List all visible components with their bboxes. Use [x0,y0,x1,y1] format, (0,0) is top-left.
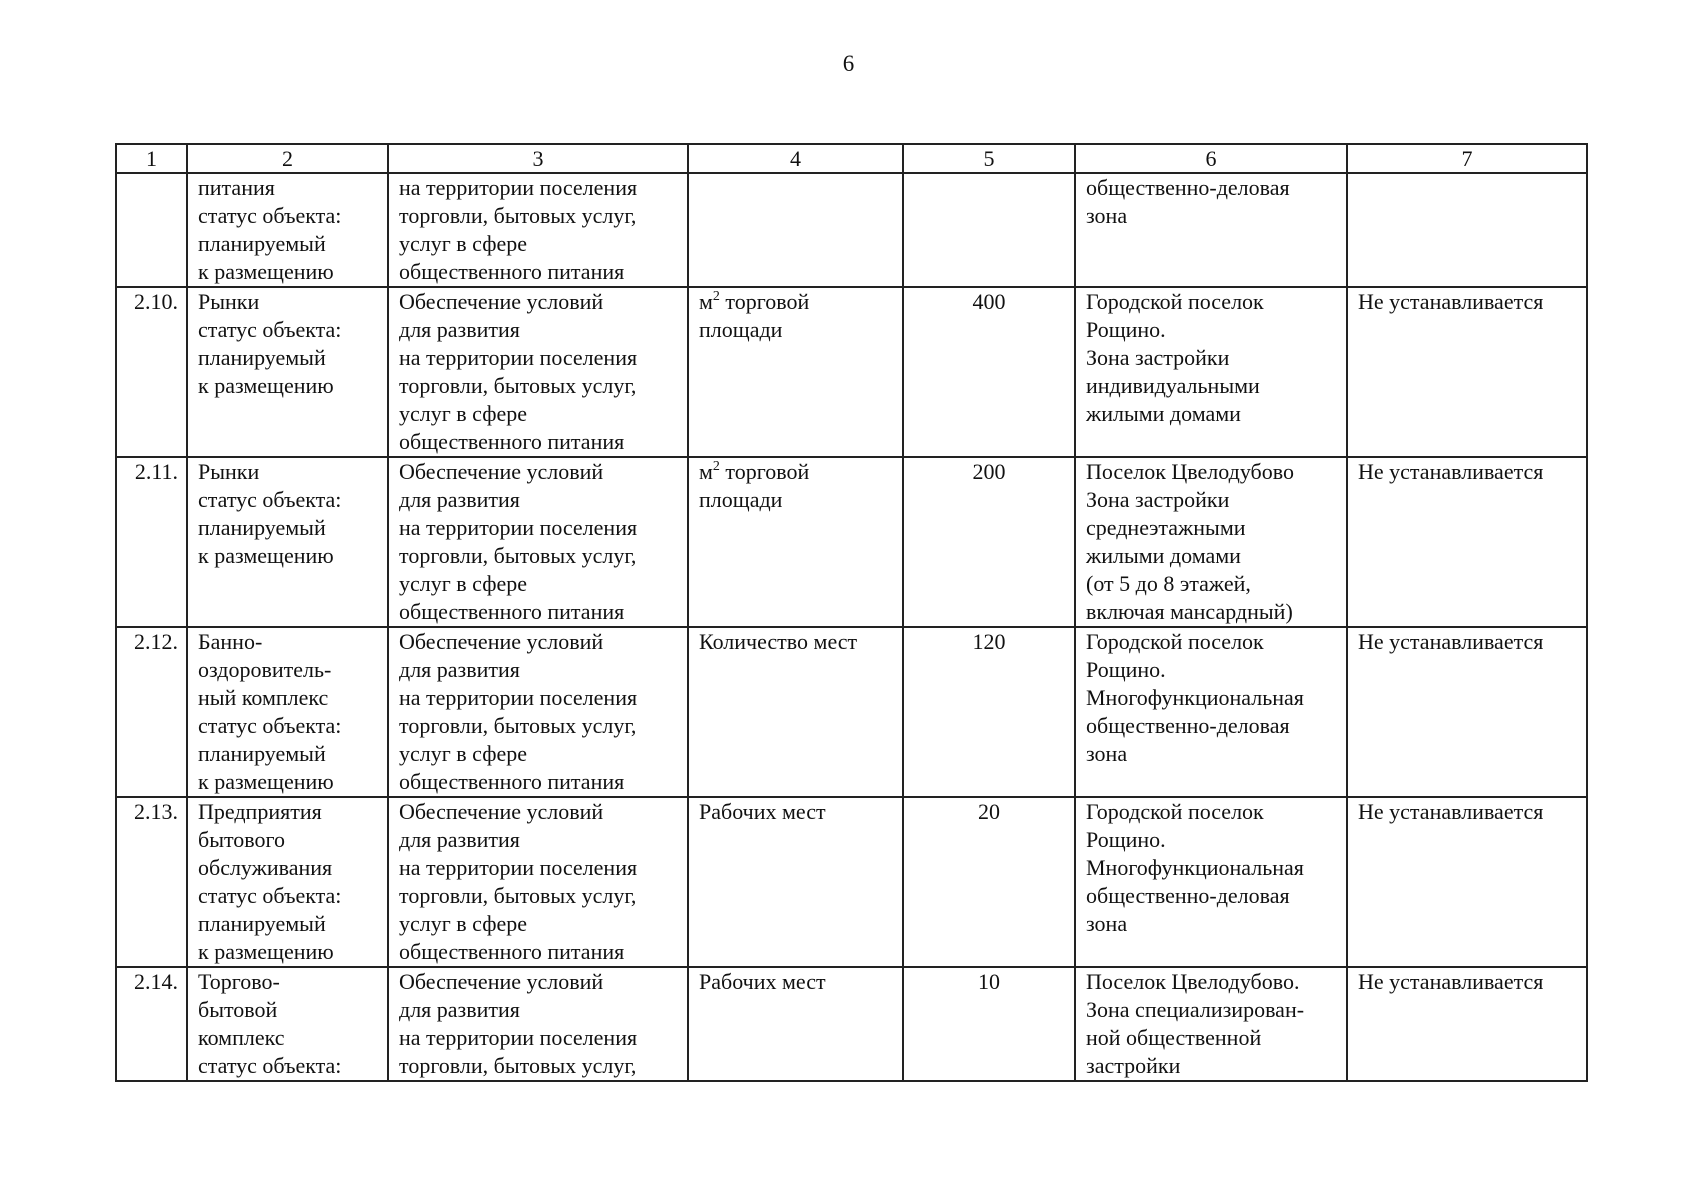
cell-line: общественного питания [399,939,625,964]
cell-line: для развития [399,317,520,342]
cell-line: Торгово- [198,969,280,994]
cell-line: статус объекта: [198,883,342,908]
cell-line: общественно-деловая [1086,713,1290,738]
unit-cell [688,287,903,457]
row-number-cell [116,173,187,287]
cell-line: Рощино. [1086,827,1166,852]
cell-line: Обеспечение условий [399,969,604,994]
cell-line: общественного питания [399,769,625,794]
cell-line: бытового [198,827,286,852]
cell-line: статус объекта: [198,487,342,512]
cell-line: планируемый [198,345,326,370]
cell-line: на территории поселения [399,515,638,540]
cell-line [699,288,894,316]
object-name-cell [187,287,388,457]
cell-line: Рощино. [1086,317,1166,342]
cell-line: Обеспечение условий [399,459,604,484]
row-number-cell: 2.13. [116,797,187,967]
cell-line: застройки [1086,1053,1181,1078]
cell-line: общественно-деловая [1086,175,1290,200]
object-purpose-cell [388,173,688,287]
zone-cell: Не устанавливается [1347,457,1587,627]
cell-line: общественного питания [399,259,625,284]
cell-line: площади [699,317,783,342]
cell-line: на территории поселения [399,855,638,880]
location-cell [1075,967,1347,1081]
cell-line: Рынки [198,289,260,314]
cell-line: ный комплекс [198,685,329,710]
table-row [116,173,1587,287]
object-purpose-cell [388,967,688,1081]
cell-line: услуг в сфере [399,231,527,256]
cell-line: для развития [399,997,520,1022]
unit-prefix: м [699,289,713,314]
object-purpose-cell [388,287,688,457]
cell-line: планируемый [198,231,326,256]
cell-line: обслуживания [198,855,333,880]
object-name-cell [187,797,388,967]
cell-line: к размещению [198,543,334,568]
cell-line: на территории поселения [399,685,638,710]
location-cell [1075,457,1347,627]
cell-line: Рынки [198,459,260,484]
cell-line: статус объекта: [198,713,342,738]
cell-line: услуг в сфере [399,401,527,426]
cell-line: общественного питания [399,429,625,454]
cell-line: планируемый [198,515,326,540]
cell-line: зона [1086,741,1128,766]
header-cell: 4 [688,144,903,173]
object-purpose-cell [388,457,688,627]
objects-table [115,143,1588,1082]
cell-line: услуг в сфере [399,571,527,596]
cell-line: включая мансардный) [1086,599,1293,624]
cell-line: ной общественной [1086,1025,1262,1050]
cell-line: питания [198,175,275,200]
cell-line: бытовой [198,997,278,1022]
cell-line: Зона застройки [1086,487,1230,512]
cell-line: на территории поселения [399,345,638,370]
table-row [116,457,1587,627]
cell-line: статус объекта: [198,203,342,228]
cell-line [699,458,894,486]
zone-cell: Не устанавливается [1347,797,1587,967]
table-row [116,967,1587,1081]
location-cell [1075,627,1347,797]
location-cell [1075,287,1347,457]
zone-cell: Не устанавливается [1347,287,1587,457]
cell-line: для развития [399,487,520,512]
unit-cell [688,627,903,797]
cell-line: Рощино. [1086,657,1166,682]
cell-line: общественно-деловая [1086,883,1290,908]
object-purpose-cell [388,627,688,797]
table-header-row [116,144,1587,173]
object-name-cell [187,457,388,627]
cell-line: торговли, бытовых услуг, [399,713,637,738]
value-cell: 20 [903,797,1075,967]
cell-line: жилыми домами [1086,543,1241,568]
value-cell: 200 [903,457,1075,627]
cell-line: к размещению [198,373,334,398]
cell-line: торговли, бытовых услуг, [399,543,637,568]
object-name-cell [187,627,388,797]
table-row [116,797,1587,967]
row-number-cell: 2.10. [116,287,187,457]
header-cell: 2 [187,144,388,173]
row-number-cell: 2.11. [116,457,187,627]
cell-line: Обеспечение условий [399,629,604,654]
table-row [116,287,1587,457]
value-cell: 400 [903,287,1075,457]
zone-cell [1347,173,1587,287]
unit-superscript: 2 [712,458,720,474]
value-cell: 120 [903,627,1075,797]
header-cell: 5 [903,144,1075,173]
cell-line: Обеспечение условий [399,799,604,824]
cell-line: индивидуальными [1086,373,1260,398]
unit-cell [688,457,903,627]
unit-cell [688,797,903,967]
cell-line: услуг в сфере [399,911,527,936]
cell-line: Городской поселок [1086,799,1264,824]
cell-line: жилыми домами [1086,401,1241,426]
cell-line: на территории поселения [399,1025,638,1050]
cell-line: Обеспечение условий [399,289,604,314]
cell-line: к размещению [198,259,334,284]
header-cell: 3 [388,144,688,173]
object-name-cell [187,967,388,1081]
zone-cell: Не устанавливается [1347,967,1587,1081]
unit-text: торговой [719,289,810,314]
page-number: 6 [842,51,855,76]
cell-line: Рабочих мест [699,799,826,824]
cell-line: Зона застройки [1086,345,1230,370]
cell-line: для развития [399,827,520,852]
row-number-cell: 2.14. [116,967,187,1081]
location-cell [1075,797,1347,967]
cell-line: на территории поселения [399,175,638,200]
unit-superscript: 2 [712,288,720,304]
cell-line: торговли, бытовых услуг, [399,373,637,398]
cell-line: Многофункциональная [1086,685,1304,710]
unit-cell [688,967,903,1081]
cell-line: (от 5 до 8 этажей, [1086,571,1251,596]
cell-line: общественного питания [399,599,625,624]
value-cell: 10 [903,967,1075,1081]
cell-line: Поселок Цвелодубово. [1086,969,1300,994]
cell-line: Рабочих мест [699,969,826,994]
table-row [116,627,1587,797]
cell-line: для развития [399,657,520,682]
cell-line: Банно- [198,629,263,654]
cell-line: Многофункциональная [1086,855,1304,880]
cell-line: Количество мест [699,629,858,654]
cell-line: к размещению [198,939,334,964]
object-name-cell [187,173,388,287]
cell-line: среднеэтажными [1086,515,1246,540]
cell-line: услуг в сфере [399,741,527,766]
cell-line: Поселок Цвелодубово [1086,459,1294,484]
zone-cell: Не устанавливается [1347,627,1587,797]
cell-line: торговли, бытовых услуг, [399,1053,637,1078]
cell-line: Городской поселок [1086,289,1264,314]
cell-line: статус объекта: [198,1053,342,1078]
value-cell [903,173,1075,287]
cell-line: зона [1086,203,1128,228]
cell-line: комплекс [198,1025,285,1050]
header-cell: 7 [1347,144,1587,173]
unit-text: торговой [719,459,810,484]
header-cell: 1 [116,144,187,173]
cell-line: статус объекта: [198,317,342,342]
header-cell: 6 [1075,144,1347,173]
location-cell [1075,173,1347,287]
cell-line: зона [1086,911,1128,936]
cell-line: Предприятия [198,799,322,824]
cell-line: Городской поселок [1086,629,1264,654]
cell-line: к размещению [198,769,334,794]
unit-cell [688,173,903,287]
cell-line: оздоровитель- [198,657,332,682]
cell-line: планируемый [198,911,326,936]
cell-line: площади [699,487,783,512]
cell-line: планируемый [198,741,326,766]
cell-line: торговли, бытовых услуг, [399,203,637,228]
cell-line: Зона специализирован- [1086,997,1305,1022]
row-number-cell: 2.12. [116,627,187,797]
cell-line: торговли, бытовых услуг, [399,883,637,908]
unit-prefix: м [699,459,713,484]
object-purpose-cell [388,797,688,967]
